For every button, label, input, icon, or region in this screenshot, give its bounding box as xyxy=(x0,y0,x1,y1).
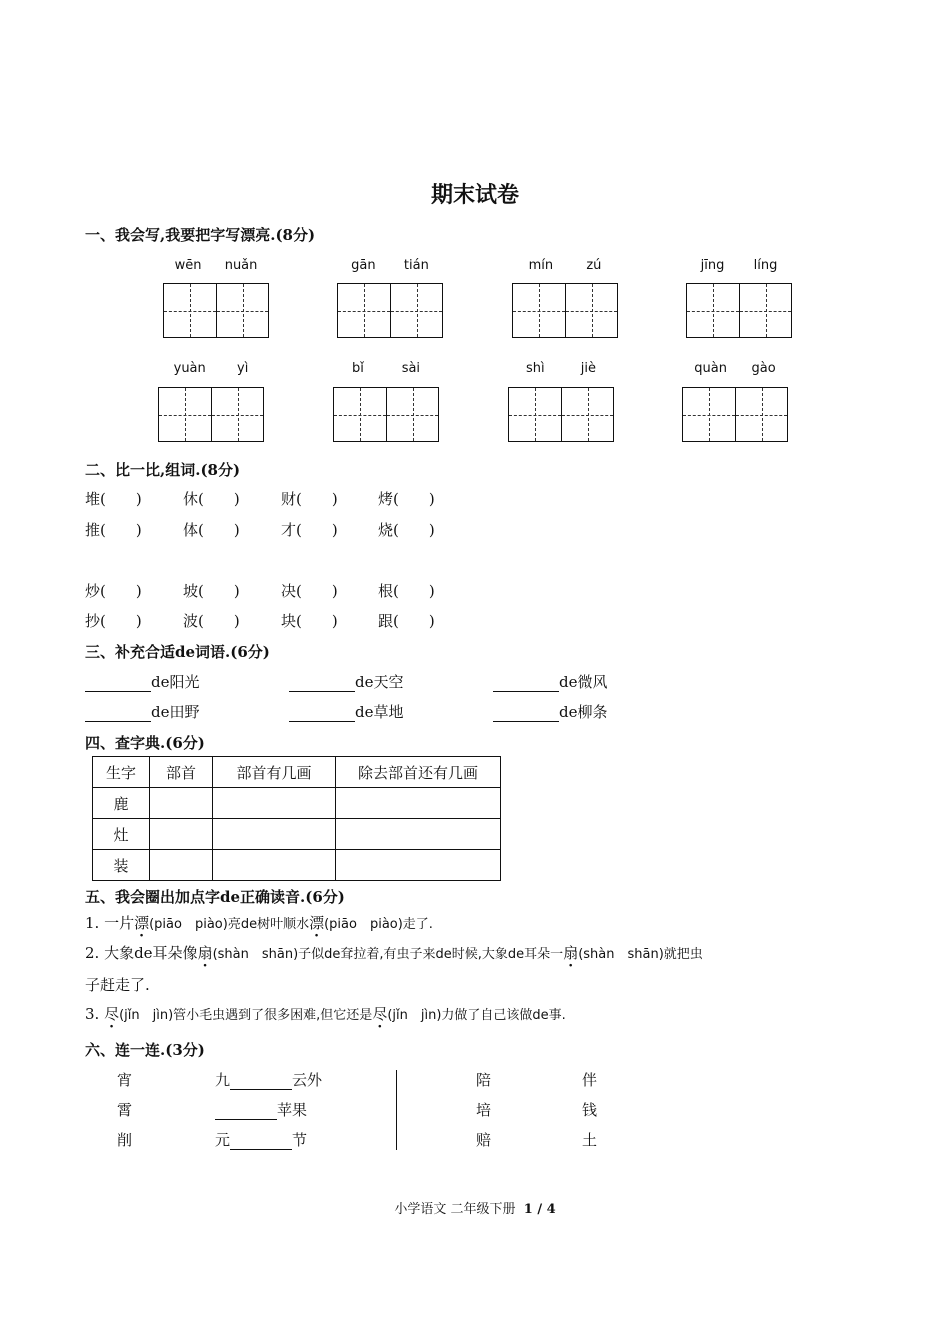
fill-word-item[interactable] xyxy=(85,701,199,722)
compare-word[interactable]: 块( ) xyxy=(281,612,338,630)
match-left-char[interactable]: 霄 xyxy=(117,1101,133,1119)
table-row xyxy=(93,788,501,819)
writing-cell[interactable] xyxy=(390,284,442,337)
writing-cell[interactable] xyxy=(164,284,216,337)
compare-word[interactable]: 堆( ) xyxy=(85,490,142,508)
q2-text: 2. 大象de耳朵像 xyxy=(85,944,198,962)
table-row xyxy=(93,819,501,850)
writing-cell[interactable] xyxy=(561,388,613,441)
section-6-heading: 六、连一连.(3分) xyxy=(85,1041,205,1059)
writing-cell[interactable] xyxy=(513,284,565,337)
blank-line[interactable] xyxy=(85,677,151,692)
fill-word-suffix: de田野 xyxy=(151,703,200,721)
writing-cell[interactable] xyxy=(211,388,263,441)
pinyin-pair xyxy=(508,361,614,376)
blank-line[interactable] xyxy=(230,1135,292,1150)
tianzige-box xyxy=(158,387,264,442)
fill-word-suffix: de微风 xyxy=(559,673,608,691)
pinyin-pair xyxy=(686,258,792,273)
q2-text: (shàn shān)子似de耷拉着,有虫子来de时候,大象de耳朵一 xyxy=(212,947,564,962)
header-cell: 除去部首还有几画 xyxy=(336,757,501,788)
blank-line[interactable] xyxy=(85,707,151,722)
question-2-cont: 子赶走了. xyxy=(85,976,150,994)
compare-word[interactable]: 推( ) xyxy=(85,521,142,539)
pinyin-label: bǐ xyxy=(351,361,364,376)
match-right-char[interactable]: 陪 xyxy=(476,1071,492,1089)
dictionary-table xyxy=(92,756,501,881)
match-left-char[interactable]: 削 xyxy=(117,1131,133,1149)
pinyin-label: zú xyxy=(586,258,602,273)
tianzige-box xyxy=(333,387,439,442)
dotted-char: 扇 xyxy=(197,944,213,962)
fill-word-suffix: de草地 xyxy=(355,703,404,721)
answer-cell[interactable] xyxy=(336,788,501,819)
q2-text: (shàn shān)就把虫 xyxy=(578,947,703,962)
table-header-row xyxy=(93,757,501,788)
compare-word[interactable]: 才( ) xyxy=(281,521,338,539)
answer-cell[interactable] xyxy=(150,819,213,850)
header-cell: 生字 xyxy=(93,757,150,788)
compare-word[interactable]: 休( ) xyxy=(183,490,240,508)
compare-word[interactable]: 跟( ) xyxy=(378,612,435,630)
fill-word-suffix: de柳条 xyxy=(559,703,608,721)
compare-word[interactable]: 烧( ) xyxy=(378,521,435,539)
fill-word-item[interactable] xyxy=(289,671,403,692)
writing-cell[interactable] xyxy=(386,388,438,441)
match-right-char[interactable]: 赔 xyxy=(476,1131,492,1149)
section-1-heading: 一、我会写,我要把字写漂亮.(8分) xyxy=(85,226,316,244)
tianzige-box xyxy=(163,283,269,338)
phrase-suffix: 云外 xyxy=(292,1071,323,1089)
fill-word-item[interactable] xyxy=(493,701,607,722)
question-2 xyxy=(85,942,703,963)
match-right-char[interactable]: 钱 xyxy=(582,1101,598,1119)
pinyin-label: mín xyxy=(528,258,554,273)
pinyin-pair xyxy=(512,258,618,273)
page-number: 1 / 4 xyxy=(523,1202,556,1217)
fill-word-item[interactable] xyxy=(493,671,607,692)
pinyin-label: gān xyxy=(351,258,376,273)
compare-word[interactable]: 波( ) xyxy=(183,612,240,630)
fill-word-item[interactable] xyxy=(85,671,199,692)
blank-line[interactable] xyxy=(230,1075,292,1090)
match-left-char[interactable]: 宵 xyxy=(117,1071,133,1089)
table-row xyxy=(93,850,501,881)
answer-cell[interactable] xyxy=(213,788,336,819)
dotted-char: 漂 xyxy=(134,914,150,932)
pinyin-label: yì xyxy=(237,361,249,376)
q1-text: (piāo piào)走了. xyxy=(324,917,433,932)
fill-word-suffix: de天空 xyxy=(355,673,404,691)
answer-cell[interactable] xyxy=(150,788,213,819)
q1-text: 1. 一片 xyxy=(85,914,135,932)
blank-line[interactable] xyxy=(289,677,355,692)
answer-cell[interactable] xyxy=(213,819,336,850)
compare-word[interactable]: 坡( ) xyxy=(183,582,240,600)
section-5-heading: 五、我会圈出加点字de正确读音.(6分) xyxy=(85,888,345,906)
tianzige-box xyxy=(686,283,792,338)
dotted-char: 尽 xyxy=(104,1005,120,1023)
writing-cell[interactable] xyxy=(739,284,791,337)
q1-text: (piāo piào)亮de树叶顺水 xyxy=(149,917,310,932)
answer-cell[interactable] xyxy=(213,850,336,881)
dotted-char: 扇 xyxy=(563,944,579,962)
compare-word[interactable]: 根( ) xyxy=(378,582,435,600)
match-right-char[interactable]: 伴 xyxy=(582,1071,598,1089)
q3-text: 3. xyxy=(85,1005,105,1023)
tianzige-box xyxy=(512,283,618,338)
blank-line[interactable] xyxy=(493,677,559,692)
writing-cell[interactable] xyxy=(338,284,390,337)
dotted-char: 尽 xyxy=(372,1005,388,1023)
dotted-char: 漂 xyxy=(309,914,325,932)
question-1 xyxy=(85,912,433,933)
compare-word[interactable]: 决( ) xyxy=(281,582,338,600)
section-3-heading: 三、补充合适de词语.(6分) xyxy=(85,643,270,661)
pinyin-pair xyxy=(337,258,443,273)
fill-word-item[interactable] xyxy=(289,701,403,722)
char-cell: 灶 xyxy=(93,819,150,850)
compare-word[interactable]: 体( ) xyxy=(183,521,240,539)
pinyin-label: yuàn xyxy=(173,361,206,376)
writing-cell[interactable] xyxy=(683,388,735,441)
writing-cell[interactable] xyxy=(216,284,268,337)
writing-cell[interactable] xyxy=(735,388,787,441)
writing-cell[interactable] xyxy=(334,388,386,441)
divider xyxy=(396,1070,397,1150)
phrase-prefix: 元 xyxy=(215,1131,231,1149)
section-2-heading: 二、比一比,组词.(8分) xyxy=(85,461,241,479)
writing-cell[interactable] xyxy=(509,388,561,441)
q3-text: (jǐn jìn)管小毛虫遇到了很多困难,但它还是 xyxy=(119,1008,373,1023)
match-phrase[interactable] xyxy=(215,1069,322,1090)
tianzige-box xyxy=(682,387,788,442)
match-phrase[interactable] xyxy=(215,1129,307,1150)
question-3 xyxy=(85,1003,566,1024)
phrase-prefix: 九 xyxy=(215,1071,231,1089)
phrase-suffix: 节 xyxy=(292,1131,308,1149)
pinyin-label: jiè xyxy=(580,361,596,376)
pinyin-label: wēn xyxy=(174,258,202,273)
match-phrase[interactable] xyxy=(215,1099,307,1120)
pinyin-label: sài xyxy=(401,361,421,376)
pinyin-pair xyxy=(333,361,439,376)
char-cell: 鹿 xyxy=(93,788,150,819)
header-cell: 部首 xyxy=(150,757,213,788)
pinyin-label: gào xyxy=(751,361,776,376)
writing-cell[interactable] xyxy=(687,284,739,337)
pinyin-label: líng xyxy=(753,258,778,273)
header-cell: 部首有几画 xyxy=(213,757,336,788)
blank-line[interactable] xyxy=(215,1105,277,1120)
pinyin-pair xyxy=(163,258,269,273)
pinyin-pair xyxy=(158,361,264,376)
pinyin-label: tián xyxy=(403,258,429,273)
answer-cell[interactable] xyxy=(336,819,501,850)
blank-line[interactable] xyxy=(289,707,355,722)
compare-word[interactable]: 抄( ) xyxy=(85,612,142,630)
footer xyxy=(0,1198,950,1217)
compare-word[interactable]: 财( ) xyxy=(281,490,338,508)
tianzige-box xyxy=(337,283,443,338)
writing-cell[interactable] xyxy=(159,388,211,441)
answer-cell[interactable] xyxy=(150,850,213,881)
section-4-heading: 四、查字典.(6分) xyxy=(85,734,205,752)
compare-word[interactable]: 炒( ) xyxy=(85,582,142,600)
pinyin-label: nuǎn xyxy=(224,258,258,273)
footer-text: 小学语文 二年级下册 xyxy=(394,1202,516,1217)
match-right-char[interactable]: 土 xyxy=(582,1131,598,1149)
tianzige-box xyxy=(508,387,614,442)
page-title: 期末试卷 xyxy=(430,182,519,208)
pinyin-label: jīng xyxy=(700,258,725,273)
q3-text: (jǐn jìn)力做了自己该做de事. xyxy=(387,1008,566,1023)
phrase-suffix: 苹果 xyxy=(277,1101,308,1119)
compare-word[interactable]: 烤( ) xyxy=(378,490,435,508)
pinyin-pair xyxy=(682,361,788,376)
match-right-char[interactable]: 培 xyxy=(476,1101,492,1119)
fill-word-suffix: de阳光 xyxy=(151,673,200,691)
pinyin-label: shì xyxy=(526,361,545,376)
answer-cell[interactable] xyxy=(336,850,501,881)
char-cell: 装 xyxy=(93,850,150,881)
writing-cell[interactable] xyxy=(565,284,617,337)
blank-line[interactable] xyxy=(493,707,559,722)
pinyin-label: quàn xyxy=(694,361,727,376)
